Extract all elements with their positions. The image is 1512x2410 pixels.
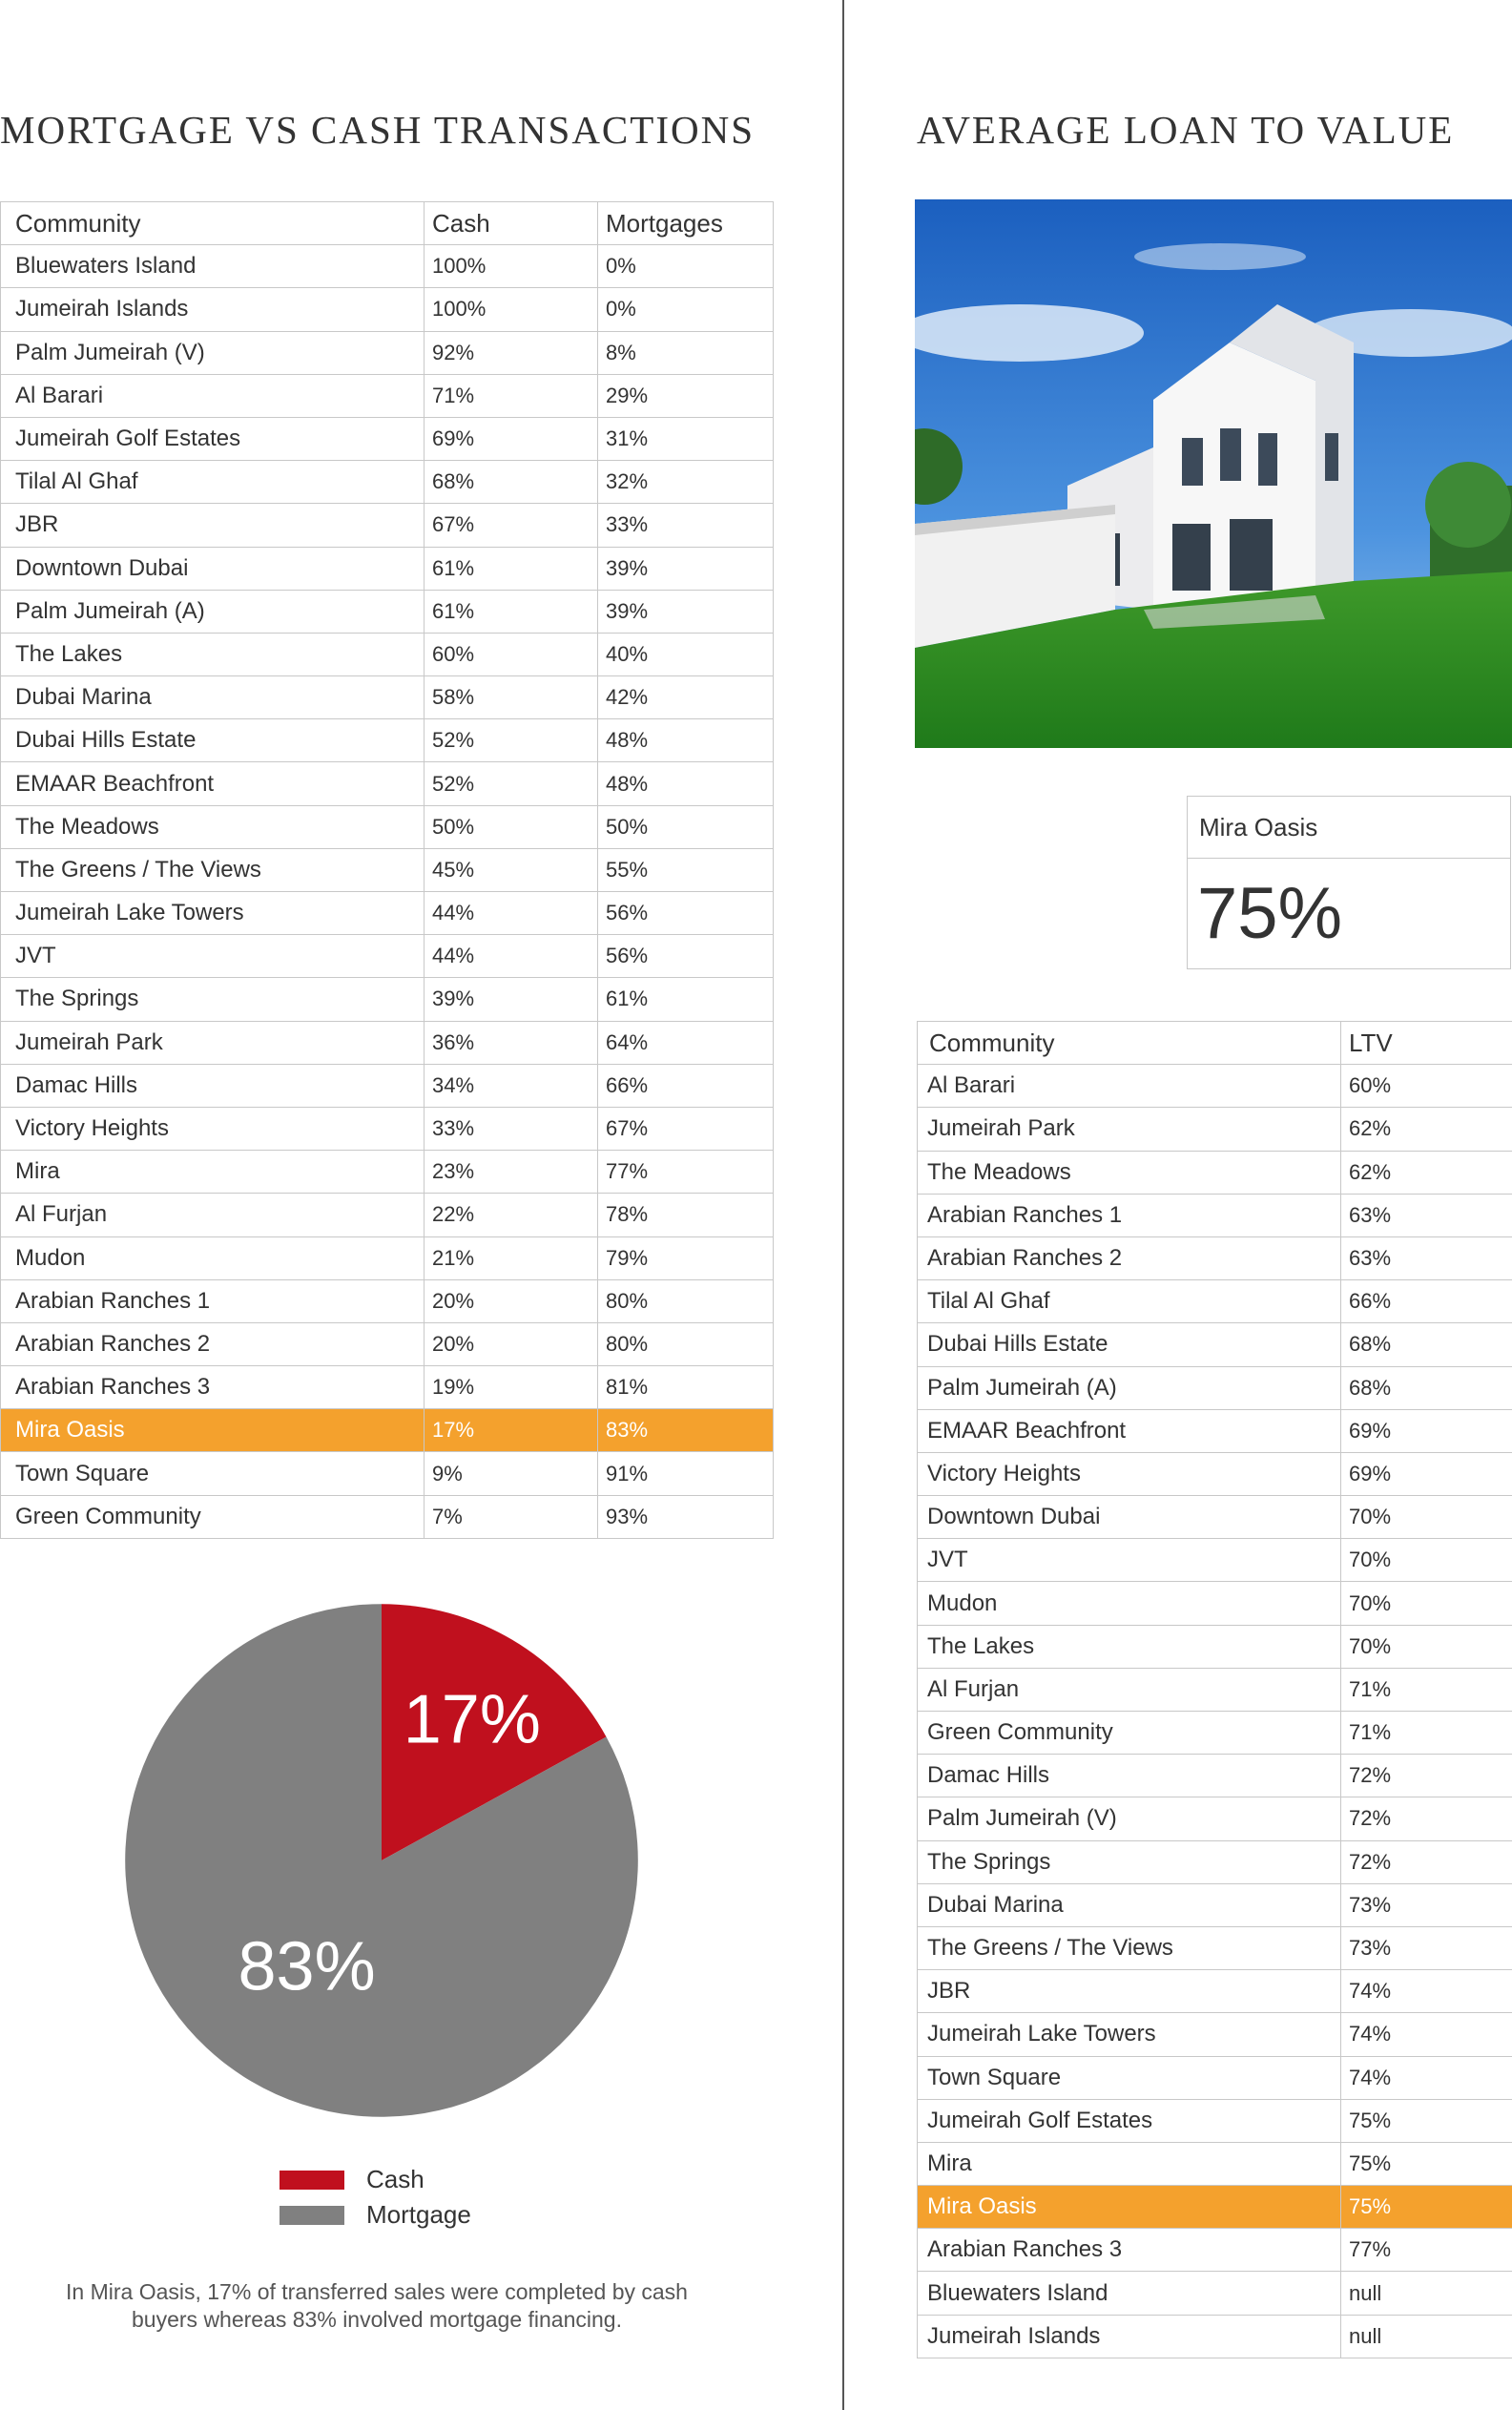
community-cell: Dubai Marina bbox=[918, 1883, 1341, 1926]
table-row bbox=[1, 547, 774, 590]
value-cell: null bbox=[1341, 2272, 1512, 2315]
legend-label-mortgage: Mortgage bbox=[366, 2200, 471, 2229]
community-cell: Jumeirah Golf Estates bbox=[1, 417, 425, 460]
value-cell: 72% bbox=[1341, 1755, 1512, 1797]
header-mortgages: Mortgages bbox=[598, 202, 774, 245]
community-cell: Dubai Hills Estate bbox=[918, 1323, 1341, 1366]
community-cell: Al Barari bbox=[918, 1065, 1341, 1108]
value-cell: 60% bbox=[425, 633, 598, 675]
mortgage-vs-cash-title: MORTGAGE VS CASH TRANSACTIONS bbox=[0, 108, 755, 152]
community-cell: Town Square bbox=[1, 1452, 425, 1495]
legend-swatch-mortgage bbox=[280, 2206, 344, 2225]
community-cell: Arabian Ranches 3 bbox=[1, 1366, 425, 1409]
pie-label-mortgage: 83% bbox=[238, 1928, 376, 2005]
community-cell: Jumeirah Park bbox=[918, 1108, 1341, 1151]
table-row bbox=[918, 2056, 1512, 2099]
community-cell: Bluewaters Island bbox=[918, 2272, 1341, 2315]
value-cell: 64% bbox=[598, 1021, 774, 1064]
value-cell: 72% bbox=[1341, 1840, 1512, 1883]
community-cell: Palm Jumeirah (V) bbox=[1, 331, 425, 374]
table-row bbox=[1, 245, 774, 288]
community-cell: Victory Heights bbox=[1, 1107, 425, 1150]
community-cell: Mira bbox=[918, 2142, 1341, 2185]
value-cell: 50% bbox=[598, 805, 774, 848]
community-cell: The Springs bbox=[1, 978, 425, 1021]
value-cell: 66% bbox=[1341, 1280, 1512, 1323]
table-row bbox=[1, 417, 774, 460]
table-row bbox=[918, 1108, 1512, 1151]
table-row bbox=[1, 331, 774, 374]
value-cell: 31% bbox=[598, 417, 774, 460]
value-cell: 22% bbox=[425, 1194, 598, 1236]
value-cell: 36% bbox=[425, 1021, 598, 1064]
value-cell: 44% bbox=[425, 892, 598, 935]
table-row bbox=[1, 1452, 774, 1495]
community-cell: JBR bbox=[1, 504, 425, 547]
table-row bbox=[1, 504, 774, 547]
community-cell: Green Community bbox=[1, 1495, 425, 1538]
value-cell: 33% bbox=[598, 504, 774, 547]
community-cell: EMAAR Beachfront bbox=[1, 762, 425, 805]
table-row bbox=[918, 1883, 1512, 1926]
header-community: Community bbox=[1, 202, 425, 245]
community-cell: Jumeirah Islands bbox=[1, 288, 425, 331]
community-cell: Dubai Hills Estate bbox=[1, 719, 425, 762]
community-cell: Arabian Ranches 1 bbox=[1, 1279, 425, 1322]
pie-legend bbox=[280, 2162, 471, 2233]
table-row bbox=[918, 2272, 1512, 2315]
table-row bbox=[918, 2099, 1512, 2142]
community-cell: Jumeirah Lake Towers bbox=[1, 892, 425, 935]
value-cell: 68% bbox=[425, 461, 598, 504]
value-cell: 77% bbox=[598, 1151, 774, 1194]
value-cell: 75% bbox=[1341, 2099, 1512, 2142]
mira-oasis-ltv-card bbox=[1187, 796, 1511, 969]
community-cell: Arabian Ranches 2 bbox=[918, 1236, 1341, 1279]
value-cell: 56% bbox=[598, 935, 774, 978]
community-cell: Arabian Ranches 1 bbox=[918, 1194, 1341, 1236]
table-row bbox=[918, 1496, 1512, 1539]
table-row bbox=[918, 1065, 1512, 1108]
value-cell: 33% bbox=[425, 1107, 598, 1150]
table-row bbox=[1, 461, 774, 504]
header-cash: Cash bbox=[425, 202, 598, 245]
community-cell: The Springs bbox=[918, 1840, 1341, 1883]
table-row bbox=[918, 1625, 1512, 1668]
community-cell: Damac Hills bbox=[1, 1064, 425, 1107]
table-row bbox=[918, 1755, 1512, 1797]
value-cell: 69% bbox=[425, 417, 598, 460]
table-row bbox=[1, 1236, 774, 1279]
table-row bbox=[918, 1712, 1512, 1755]
value-cell: 61% bbox=[598, 978, 774, 1021]
community-cell: The Lakes bbox=[1, 633, 425, 675]
table-row bbox=[1, 374, 774, 417]
table-row bbox=[1, 633, 774, 675]
table-row bbox=[918, 2229, 1512, 2272]
ltv-card-value: 75% bbox=[1197, 873, 1343, 954]
community-cell: The Lakes bbox=[918, 1625, 1341, 1668]
table-row bbox=[1, 1107, 774, 1150]
pie-caption: In Mira Oasis, 17% of transferred sales were completed by cash buyers whereas 83% involved mortgage financing. bbox=[66, 2279, 688, 2332]
community-cell: The Greens / The Views bbox=[918, 1926, 1341, 1969]
header-community: Community bbox=[918, 1022, 1341, 1065]
value-cell: 69% bbox=[1341, 1409, 1512, 1452]
table-row bbox=[918, 2186, 1512, 2229]
value-cell: 67% bbox=[425, 504, 598, 547]
community-cell: Victory Heights bbox=[918, 1452, 1341, 1495]
table-row bbox=[918, 1280, 1512, 1323]
value-cell: 77% bbox=[1341, 2229, 1512, 2272]
average-ltv-title: AVERAGE LOAN TO VALUE bbox=[917, 108, 1455, 152]
value-cell: 71% bbox=[1341, 1668, 1512, 1711]
value-cell: 0% bbox=[598, 245, 774, 288]
table-row bbox=[918, 1582, 1512, 1625]
table-row bbox=[918, 1926, 1512, 1969]
community-cell: Arabian Ranches 2 bbox=[1, 1322, 425, 1365]
table-row bbox=[918, 2013, 1512, 2056]
table-row bbox=[918, 1970, 1512, 2013]
value-cell: 19% bbox=[425, 1366, 598, 1409]
value-cell: 62% bbox=[1341, 1108, 1512, 1151]
value-cell: 83% bbox=[598, 1409, 774, 1452]
table-row bbox=[1, 762, 774, 805]
value-cell: 72% bbox=[1341, 1797, 1512, 1840]
value-cell: 74% bbox=[1341, 2013, 1512, 2056]
community-cell: Mudon bbox=[1, 1236, 425, 1279]
ltv-card-label: Mira Oasis bbox=[1188, 797, 1510, 859]
legend-label-cash: Cash bbox=[366, 2165, 425, 2193]
table-row bbox=[1, 892, 774, 935]
value-cell: 70% bbox=[1341, 1539, 1512, 1582]
community-cell: Jumeirah Golf Estates bbox=[918, 2099, 1341, 2142]
value-cell: 93% bbox=[598, 1495, 774, 1538]
value-cell: 29% bbox=[598, 374, 774, 417]
community-cell: The Greens / The Views bbox=[1, 848, 425, 891]
table-row bbox=[1, 978, 774, 1021]
community-cell: Mudon bbox=[918, 1582, 1341, 1625]
table-row bbox=[918, 2142, 1512, 2185]
community-cell: JVT bbox=[918, 1539, 1341, 1582]
value-cell: 74% bbox=[1341, 2056, 1512, 2099]
community-cell: Al Furjan bbox=[1, 1194, 425, 1236]
community-cell: Arabian Ranches 3 bbox=[918, 2229, 1341, 2272]
value-cell: 20% bbox=[425, 1322, 598, 1365]
community-cell: Mira Oasis bbox=[1, 1409, 425, 1452]
value-cell: 63% bbox=[1341, 1194, 1512, 1236]
value-cell: 58% bbox=[425, 676, 598, 719]
value-cell: 63% bbox=[1341, 1236, 1512, 1279]
table-row bbox=[918, 1323, 1512, 1366]
value-cell: 73% bbox=[1341, 1883, 1512, 1926]
community-cell: Jumeirah Lake Towers bbox=[918, 2013, 1341, 2056]
value-cell: 81% bbox=[598, 1366, 774, 1409]
community-cell: Damac Hills bbox=[918, 1755, 1341, 1797]
table-row bbox=[1, 1064, 774, 1107]
community-cell: Al Furjan bbox=[918, 1668, 1341, 1711]
community-cell: Downtown Dubai bbox=[918, 1496, 1341, 1539]
value-cell: 75% bbox=[1341, 2186, 1512, 2229]
table-header-row bbox=[918, 1022, 1512, 1065]
value-cell: 56% bbox=[598, 892, 774, 935]
cash-mortgage-pie-chart bbox=[114, 1593, 649, 2128]
pie-label-cash: 17% bbox=[403, 1681, 541, 1758]
table-row bbox=[1, 935, 774, 978]
value-cell: 52% bbox=[425, 719, 598, 762]
table-row bbox=[1, 288, 774, 331]
value-cell: 67% bbox=[598, 1107, 774, 1150]
community-cell: The Meadows bbox=[1, 805, 425, 848]
legend-item-cash bbox=[280, 2162, 471, 2197]
community-cell: Jumeirah Islands bbox=[918, 2315, 1341, 2358]
table-row bbox=[1, 1366, 774, 1409]
table-row bbox=[918, 1366, 1512, 1409]
value-cell: 20% bbox=[425, 1279, 598, 1322]
community-cell: Palm Jumeirah (A) bbox=[918, 1366, 1341, 1409]
value-cell: 68% bbox=[1341, 1323, 1512, 1366]
value-cell: 39% bbox=[598, 547, 774, 590]
value-cell: 21% bbox=[425, 1236, 598, 1279]
value-cell: 75% bbox=[1341, 2142, 1512, 2185]
community-cell: Green Community bbox=[918, 1712, 1341, 1755]
value-cell: 48% bbox=[598, 762, 774, 805]
value-cell: 100% bbox=[425, 245, 598, 288]
value-cell: 74% bbox=[1341, 1970, 1512, 2013]
header-ltv: LTV bbox=[1341, 1022, 1512, 1065]
legend-swatch-cash bbox=[280, 2171, 344, 2190]
value-cell: 0% bbox=[598, 288, 774, 331]
value-cell: 39% bbox=[425, 978, 598, 1021]
community-cell: Dubai Marina bbox=[1, 676, 425, 719]
community-cell: Al Barari bbox=[1, 374, 425, 417]
community-cell: Downtown Dubai bbox=[1, 547, 425, 590]
value-cell: 52% bbox=[425, 762, 598, 805]
table-row bbox=[918, 1236, 1512, 1279]
value-cell: 61% bbox=[425, 590, 598, 633]
value-cell: 80% bbox=[598, 1322, 774, 1365]
value-cell: 50% bbox=[425, 805, 598, 848]
value-cell: 80% bbox=[598, 1279, 774, 1322]
value-cell: 55% bbox=[598, 848, 774, 891]
community-cell: Jumeirah Park bbox=[1, 1021, 425, 1064]
community-cell: Bluewaters Island bbox=[1, 245, 425, 288]
value-cell: 100% bbox=[425, 288, 598, 331]
value-cell: 48% bbox=[598, 719, 774, 762]
table-row bbox=[1, 1322, 774, 1365]
value-cell: 61% bbox=[425, 547, 598, 590]
value-cell: 40% bbox=[598, 633, 774, 675]
value-cell: 69% bbox=[1341, 1452, 1512, 1495]
value-cell: 70% bbox=[1341, 1625, 1512, 1668]
table-row bbox=[918, 1668, 1512, 1711]
value-cell: 78% bbox=[598, 1194, 774, 1236]
community-cell: Tilal Al Ghaf bbox=[1, 461, 425, 504]
table-row bbox=[1, 1021, 774, 1064]
table-row bbox=[1, 805, 774, 848]
value-cell: 9% bbox=[425, 1452, 598, 1495]
table-row bbox=[918, 2315, 1512, 2358]
value-cell: 42% bbox=[598, 676, 774, 719]
value-cell: 92% bbox=[425, 331, 598, 374]
value-cell: 44% bbox=[425, 935, 598, 978]
table-row bbox=[1, 1495, 774, 1538]
ltv-table bbox=[917, 1021, 1512, 2358]
table-row bbox=[918, 1797, 1512, 1840]
community-cell: Tilal Al Ghaf bbox=[918, 1280, 1341, 1323]
value-cell: 79% bbox=[598, 1236, 774, 1279]
community-cell: Palm Jumeirah (V) bbox=[918, 1797, 1341, 1840]
community-cell: Mira bbox=[1, 1151, 425, 1194]
value-cell: 62% bbox=[1341, 1151, 1512, 1194]
community-cell: Town Square bbox=[918, 2056, 1341, 2099]
community-cell: Mira Oasis bbox=[918, 2186, 1341, 2229]
value-cell: 23% bbox=[425, 1151, 598, 1194]
table-row bbox=[918, 1194, 1512, 1236]
value-cell: 17% bbox=[425, 1409, 598, 1452]
table-row bbox=[1, 1151, 774, 1194]
table-row bbox=[1, 676, 774, 719]
community-cell: Palm Jumeirah (A) bbox=[1, 590, 425, 633]
value-cell: 8% bbox=[598, 331, 774, 374]
mortgage-cash-table bbox=[0, 201, 774, 1539]
value-cell: 71% bbox=[425, 374, 598, 417]
legend-item-mortgage bbox=[280, 2197, 471, 2233]
value-cell: 7% bbox=[425, 1495, 598, 1538]
value-cell: 34% bbox=[425, 1064, 598, 1107]
value-cell: 45% bbox=[425, 848, 598, 891]
value-cell: 32% bbox=[598, 461, 774, 504]
community-cell: JBR bbox=[918, 1970, 1341, 2013]
value-cell: 71% bbox=[1341, 1712, 1512, 1755]
value-cell: 66% bbox=[598, 1064, 774, 1107]
villa-photo bbox=[915, 199, 1512, 748]
table-row bbox=[918, 1151, 1512, 1194]
table-row bbox=[918, 1409, 1512, 1452]
table-row bbox=[1, 848, 774, 891]
table-row bbox=[918, 1840, 1512, 1883]
table-row bbox=[918, 1452, 1512, 1495]
community-cell: EMAAR Beachfront bbox=[918, 1409, 1341, 1452]
value-cell: 91% bbox=[598, 1452, 774, 1495]
table-row bbox=[1, 1279, 774, 1322]
value-cell: 39% bbox=[598, 590, 774, 633]
value-cell: null bbox=[1341, 2315, 1512, 2358]
community-cell: The Meadows bbox=[918, 1151, 1341, 1194]
column-divider bbox=[842, 0, 844, 2410]
table-row bbox=[918, 1539, 1512, 1582]
table-row bbox=[1, 590, 774, 633]
value-cell: 73% bbox=[1341, 1926, 1512, 1969]
value-cell: 70% bbox=[1341, 1496, 1512, 1539]
value-cell: 68% bbox=[1341, 1366, 1512, 1409]
value-cell: 60% bbox=[1341, 1065, 1512, 1108]
table-row bbox=[1, 719, 774, 762]
value-cell: 70% bbox=[1341, 1582, 1512, 1625]
table-row bbox=[1, 1194, 774, 1236]
table-row bbox=[1, 1409, 774, 1452]
table-header-row bbox=[1, 202, 774, 245]
community-cell: JVT bbox=[1, 935, 425, 978]
